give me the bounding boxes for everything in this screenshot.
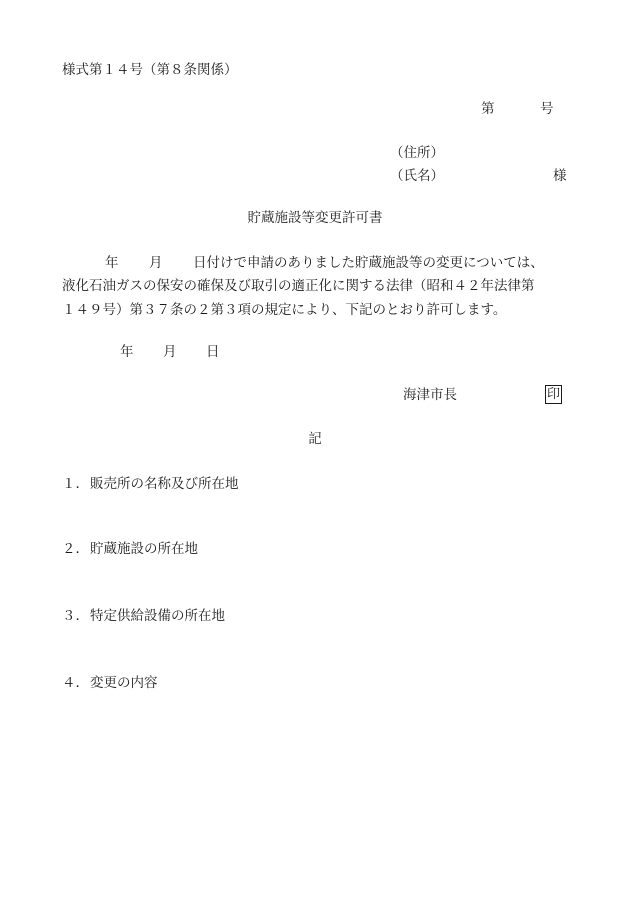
list-item bbox=[62, 677, 158, 691]
issuer-title: 海津市長 bbox=[403, 387, 457, 403]
item-index: ３． bbox=[62, 608, 89, 624]
seal-mark: 印 bbox=[546, 387, 560, 402]
honorific: 様 bbox=[553, 168, 567, 184]
body-text-line-3: １４９号）第３７条の２第３項の規定により、下記のとおり許可します。 bbox=[62, 302, 507, 318]
list-item bbox=[62, 478, 239, 492]
name-label: （氏名） bbox=[390, 168, 444, 184]
ki-heading: 記 bbox=[308, 431, 322, 447]
item-index: ２． bbox=[62, 541, 89, 557]
item-label: 販売所の名称及び所在地 bbox=[90, 476, 239, 492]
item-index: １． bbox=[62, 476, 89, 492]
item-label: 貯蔵施設の所在地 bbox=[90, 541, 198, 557]
address-label: （住所） bbox=[390, 145, 444, 161]
issue-day-label: 日 bbox=[206, 344, 220, 360]
number-prefix: 第 bbox=[481, 101, 495, 117]
item-index: ４． bbox=[62, 675, 89, 691]
issue-year-label: 年 bbox=[120, 344, 134, 360]
list-item bbox=[62, 610, 225, 624]
item-label: 特定供給設備の所在地 bbox=[90, 608, 225, 624]
form-label: 様式第１４号（第８条関係） bbox=[62, 62, 238, 78]
number-suffix: 号 bbox=[540, 101, 554, 117]
issue-month-label: 月 bbox=[163, 344, 177, 360]
item-label: 変更の内容 bbox=[90, 675, 158, 691]
body-text-line-2: 液化石油ガスの保安の確保及び取引の適正化に関する法律（昭和４２年法律第 bbox=[62, 278, 535, 294]
document-title: 貯蔵施設等変更許可書 bbox=[247, 210, 383, 226]
list-item bbox=[62, 543, 198, 557]
body-text-line-1: 日付けで申請のありました貯蔵施設等の変更については、 bbox=[193, 255, 544, 271]
application-year-label: 年 bbox=[105, 255, 119, 271]
application-month-label: 月 bbox=[149, 255, 163, 271]
